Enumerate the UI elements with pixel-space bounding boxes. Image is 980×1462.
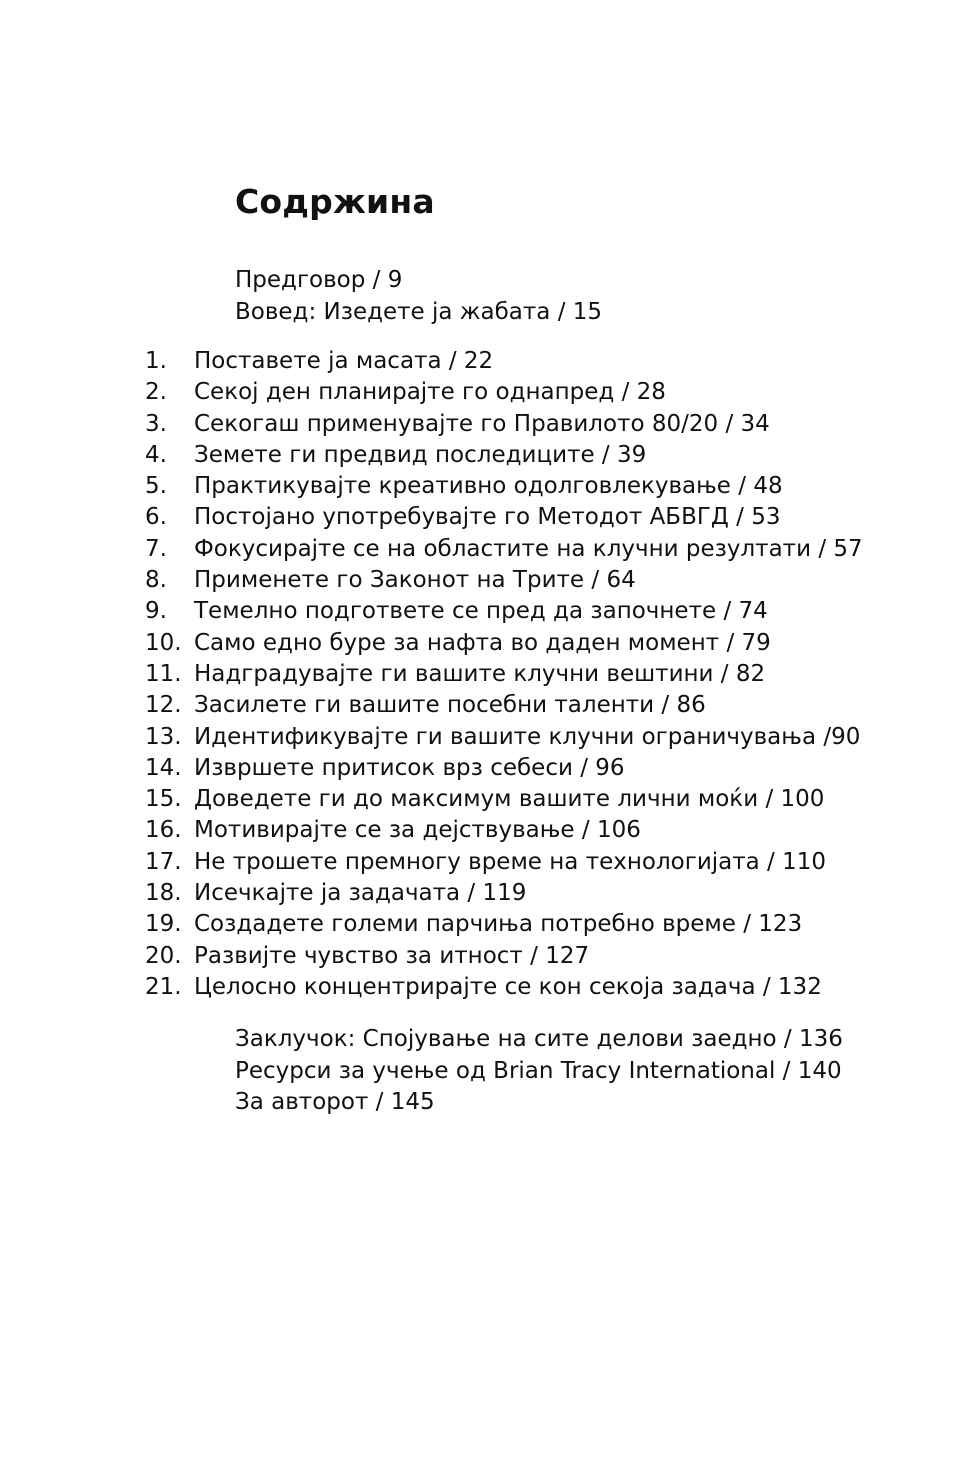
- chapter-number: 20.: [145, 942, 182, 969]
- chapter-title: Секогаш применувајте го Правилото 80/20 / 34: [194, 410, 770, 437]
- chapter-title: Темелно подгответе се пред да започнете / 74: [194, 598, 768, 625]
- chapter-title: Фокусирајте се на областите на клучни резултати / 57: [194, 535, 863, 562]
- chapter-title: Идентификувајте ги вашите клучни ограничувања /90: [194, 723, 861, 750]
- chapter-entry: [145, 534, 863, 565]
- chapter-number: 16.: [145, 817, 182, 844]
- chapter-number: 8.: [145, 567, 167, 594]
- chapter-entry: [145, 346, 863, 377]
- back-matter: [235, 1024, 843, 1119]
- chapter-title: Земете ги предвид последиците / 39: [194, 441, 647, 468]
- chapter-entry: [145, 690, 863, 721]
- chapter-number: 19.: [145, 911, 182, 938]
- chapter-title: Поставете ја масата / 22: [194, 348, 494, 374]
- toc-entry-conclusion: Заклучок: Спојување на сите делови заедно / 136: [235, 1026, 843, 1052]
- chapter-title: Исечкајте ја задачата / 119: [194, 880, 527, 907]
- chapter-title: Мотивирајте се за дејствување / 106: [194, 817, 641, 844]
- chapter-title: Целосно концентрирајте се кон секоја задача / 132: [194, 973, 822, 1000]
- chapter-entry: [145, 753, 863, 784]
- chapter-entry: [145, 440, 863, 471]
- chapter-number: 2.: [145, 379, 167, 406]
- chapter-entry: [145, 502, 863, 533]
- chapter-title: Создадете големи парчиња потребно време / 123: [194, 911, 803, 938]
- front-matter: [235, 265, 602, 328]
- chapter-list: [145, 346, 863, 1003]
- chapter-entry: [145, 471, 863, 502]
- chapter-entry: [145, 628, 863, 659]
- chapter-number: 15.: [145, 786, 182, 813]
- chapter-entry: [145, 409, 863, 440]
- chapter-title: Развијте чувство за итност / 127: [194, 942, 590, 969]
- chapter-entry: [145, 878, 863, 909]
- chapter-number: 18.: [145, 880, 182, 907]
- chapter-entry: [145, 815, 863, 846]
- chapter-number: 14.: [145, 754, 182, 781]
- chapter-number: 21.: [145, 973, 182, 1000]
- chapter-title: Извршете притисок врз себеси / 96: [194, 754, 625, 781]
- chapter-number: 1.: [145, 348, 167, 374]
- chapter-entry: [145, 784, 863, 815]
- chapter-number: 3.: [145, 410, 167, 437]
- chapter-number: 9.: [145, 598, 167, 625]
- page-title: Содржина: [235, 182, 435, 221]
- chapter-title: Применете го Законот на Трите / 64: [194, 567, 636, 594]
- chapter-entry: [145, 596, 863, 627]
- chapter-number: 10.: [145, 629, 182, 656]
- toc-entry-preface: Предговор / 9: [235, 267, 403, 293]
- chapter-title: Постојано употребувајте го Методот АБВГД / 53: [194, 504, 781, 531]
- chapter-title: Секој ден планирајте го однапред / 28: [194, 379, 666, 406]
- chapter-number: 17.: [145, 848, 182, 875]
- chapter-entry: [145, 565, 863, 596]
- toc-entry-resources: Ресурси за учење од Brian Tracy International / 140: [235, 1057, 842, 1084]
- chapter-title: Не трошете премногу време на технологијата / 110: [194, 848, 827, 875]
- chapter-entry: [145, 909, 863, 940]
- chapter-number: 12.: [145, 692, 182, 719]
- chapter-entry: [145, 941, 863, 972]
- chapter-number: 7.: [145, 535, 167, 562]
- chapter-entry: [145, 972, 863, 1003]
- chapter-title: Надградувајте ги вашите клучни вештини / 82: [194, 660, 766, 687]
- chapter-entry: [145, 847, 863, 878]
- chapter-entry: [145, 377, 863, 408]
- chapter-number: 11.: [145, 660, 182, 687]
- chapter-entry: [145, 659, 863, 690]
- toc-entry-about-author: За авторот / 145: [235, 1089, 435, 1115]
- chapter-title: Само едно буре за нафта во даден момент / 79: [194, 629, 771, 656]
- chapter-title: Засилете ги вашите посебни таленти / 86: [194, 692, 706, 719]
- chapter-number: 13.: [145, 723, 182, 750]
- chapter-title: Доведете ги до максимум вашите лични моќи / 100: [194, 786, 825, 813]
- chapter-title: Практикувајте креативно одолговлекување / 48: [194, 473, 783, 500]
- chapter-number: 5.: [145, 473, 167, 500]
- chapter-number: 6.: [145, 504, 167, 531]
- toc-entry-introduction: Вовед: Изедете ја жабата / 15: [235, 298, 603, 325]
- chapter-number: 4.: [145, 441, 167, 468]
- chapter-entry: [145, 722, 863, 753]
